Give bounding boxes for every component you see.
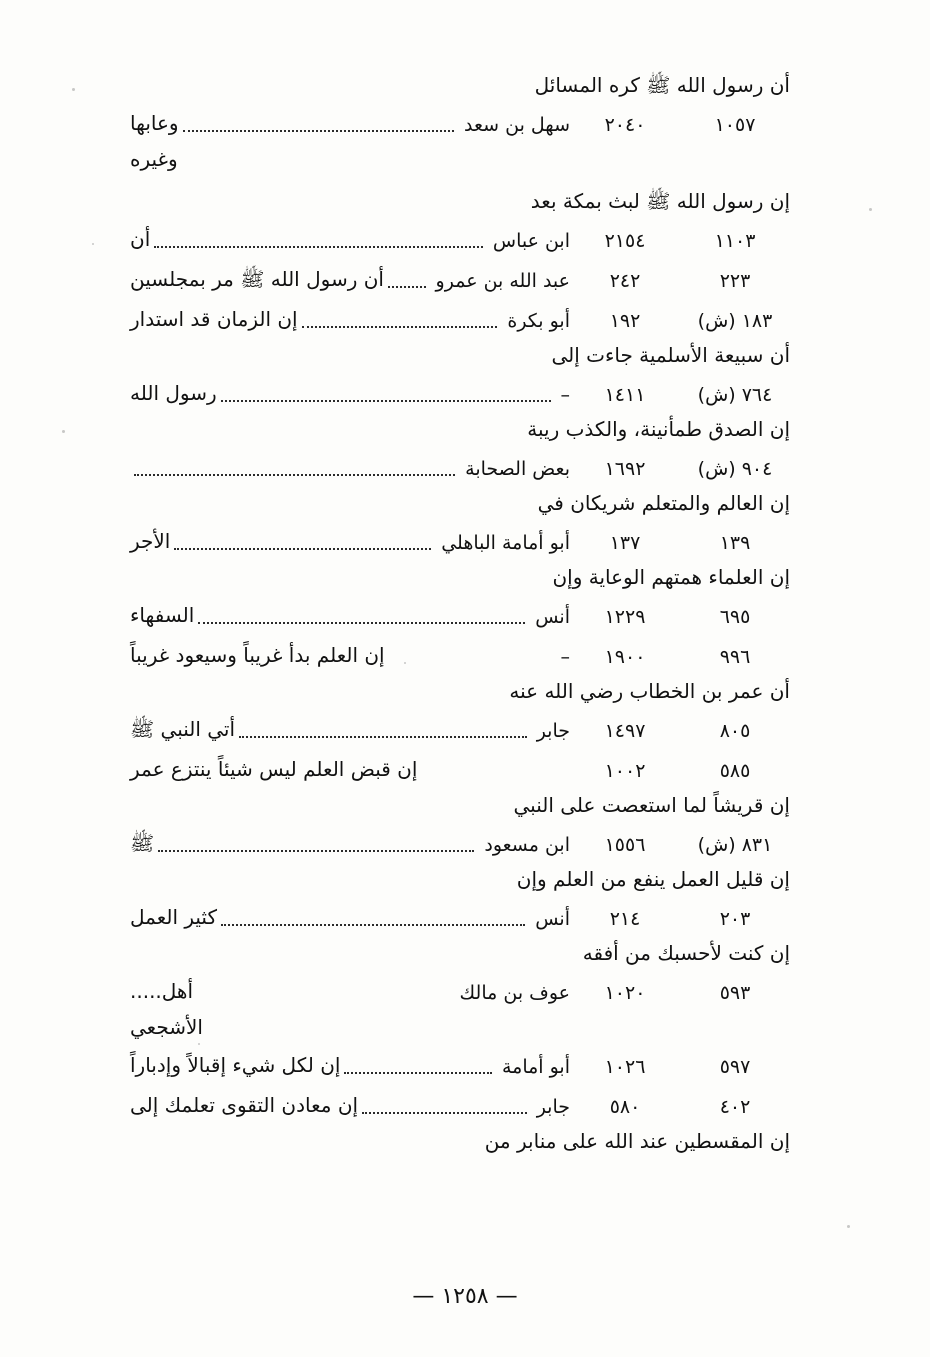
index-entry [130,488,790,560]
dot-leader [388,285,426,288]
hadith-number: ١٤٩٧ [604,720,646,742]
index-entry [130,70,790,176]
narrator-name: سهل بن سعد [464,114,570,136]
page-number: ٨٠٥ [719,720,751,742]
spacer [680,170,790,176]
entry-line [130,220,790,258]
hadith-text: إن العلماء همتهم الوعاية وإن [552,565,790,589]
index-entries-list [130,70,790,1162]
page-number: ٩٠٤ (ش) [697,458,773,480]
entry-line [130,340,790,374]
page-number: ١٠٥٧ [714,114,756,136]
entry-line [130,414,790,448]
hadith-number: ٢١٥٤ [604,230,646,252]
hadith-number: ٥٨٠ [609,1096,641,1118]
narrator-name: عوف بن مالك [459,982,570,1004]
dot-leader [154,245,483,248]
entry-line [130,186,790,220]
page-footer: — ١٢٥٨ — [412,1284,518,1309]
page-number: ٢٠٣ [719,908,751,930]
entry-line [130,1046,790,1084]
hadith-text: إن قبض العلم ليس شيئاً ينتزع عمر [130,757,418,781]
dot-leader [344,1071,492,1074]
dot-leader [134,473,455,476]
page-number: ١٨٣ (ش) [697,310,773,332]
entry-line [130,710,790,748]
index-entry [130,300,790,338]
page-number: ١١٠٣ [714,230,756,252]
hadith-number: ١٩٠٠ [604,646,646,668]
hadith-number: ١٩٢ [609,310,641,332]
entry-line [130,104,790,142]
entry-line [130,374,790,412]
entry-line [130,676,790,710]
narrator-name: أنس [535,606,570,628]
page-number: ٧٦٤ (ش) [697,384,773,406]
dot-leader [174,547,431,550]
page-number: ٤٠٢ [719,1096,751,1118]
print-speck [869,208,872,211]
print-speck [62,430,65,433]
index-entry [130,414,790,486]
entry-line [130,938,790,972]
entry-line [130,750,790,788]
hadith-number: ٢٤٢ [609,270,641,292]
print-speck [847,1225,850,1228]
hadith-text-tail: الأشجعي [130,1015,203,1039]
index-entry [130,562,790,634]
hadith-number: ١٠٠٢ [604,760,646,782]
index-entry [130,636,790,674]
index-entry [130,750,790,788]
narrator-name: – [560,384,570,406]
hadith-text: أتي النبي ﷺ [130,717,236,741]
narrator-name: ابن عباس [492,230,570,252]
narrator-name: أبو أمامة الباهلي [441,532,570,554]
hadith-text: أن [130,227,151,251]
print-speck [404,662,406,664]
narrator-name: – [560,646,570,668]
hadith-text: إن الصدق طمأنينة، والكذب ريبة [527,417,790,441]
dot-leader [183,129,454,132]
index-entry [130,864,790,936]
hadith-text: إن رسول الله ﷺ لبث بمكة بعد [530,189,790,213]
hadith-text: إن قريشاً لما استعصت على النبي [513,793,790,817]
entry-line [130,522,790,560]
spacer [680,1038,790,1044]
dot-leader [198,621,525,624]
entry-line [130,488,790,522]
hadith-text: إن لكل شيء إقبالاً وإدباراً [130,1053,341,1077]
index-entry [130,186,790,258]
hadith-text: إن قليل العمل ينفع من العلم وإن [516,867,790,891]
dot-leader [158,849,474,852]
entry-line [130,1086,790,1124]
dot-leader [221,923,525,926]
entry-line [130,70,790,104]
hadith-text: الأجر [130,529,171,553]
entry-line [130,824,790,862]
hadith-number: ١٠٢٦ [604,1056,646,1078]
page-number: ١٣٩ [719,532,751,554]
hadith-number: ٢١٤ [609,908,641,930]
entry-line [130,972,790,1010]
entry-line [130,596,790,634]
hadith-number: ٢٠٤٠ [604,114,646,136]
hadith-number: ١٥٥٦ [604,834,646,856]
hadith-text: إن المقسطين عند الله على منابر من [484,1129,790,1153]
spacer [207,1033,566,1034]
narrator-name: أبو أمامة [501,1056,570,1078]
hadith-number: ١٢٢٩ [604,606,646,628]
entry-line [130,1126,790,1160]
index-entry [130,938,790,1044]
narrator-name: جابر [536,720,570,742]
print-speck [92,243,94,245]
entry-line [130,448,790,486]
hadith-text: رسول الله [130,381,217,405]
hadith-text-tail: وغيره [130,147,178,171]
page-number: ٩٩٦ [719,646,751,668]
hadith-text: وعابها [130,111,179,135]
spacer [197,999,450,1000]
entry-line-tail [130,142,790,176]
spacer [421,777,566,778]
hadith-text: أهل..... [130,979,194,1003]
print-speck [198,1043,200,1045]
index-entry [130,1086,790,1124]
narrator-name: عبد الله بن عمرو [435,270,570,292]
hadith-text: كثير العمل [130,905,217,929]
index-entry [130,1126,790,1160]
spacer [570,170,680,176]
hadith-number: ١٤١١ [604,384,646,406]
hadith-number: ١٣٧ [609,532,641,554]
hadith-text: أن رسول الله ﷺ مر بمجلسين [130,267,384,291]
page-number: ٥٩٧ [719,1056,751,1078]
page-number: ٢٢٣ [719,270,751,292]
entry-line [130,636,790,674]
hadith-text: أن رسول الله ﷺ كره المسائل [534,73,790,97]
narrator-name: ابن مسعود [484,834,570,856]
entry-line [130,898,790,936]
page-number: ٨٣١ (ش) [697,834,773,856]
spacer [130,178,790,186]
narrator-name: أنس [535,908,570,930]
entry-line [130,864,790,898]
hadith-text: أن سبيعة الأسلمية جاءت إلى [551,343,790,367]
page-number: ٦٩٥ [719,606,751,628]
entry-line [130,562,790,596]
hadith-text: إن الزمان قد استدار [130,307,298,331]
hadith-number: ١٠٢٠ [604,982,646,1004]
hadith-number: ١٦٩٢ [604,458,646,480]
hadith-text: إن العالم والمتعلم شريكان في [537,491,790,515]
index-entry [130,260,790,298]
hadith-text: أن عمر بن الخطاب رضي الله عنه [509,679,790,703]
narrator-name: أبو بكرة [507,310,570,332]
hadith-text: السفهاء [130,603,195,627]
dot-leader [302,325,498,328]
index-entry [130,340,790,412]
entry-line [130,790,790,824]
entry-line [130,260,790,298]
spacer [389,663,551,664]
spacer [570,1038,680,1044]
index-entry [130,676,790,748]
entry-line [130,300,790,338]
spacer [182,165,566,166]
index-entry [130,790,790,862]
hadith-text: ﷺ [130,831,155,855]
entry-line-tail [130,1010,790,1044]
narrator-name: جابر [536,1096,570,1118]
index-entry [130,1046,790,1084]
narrator-name: بعض الصحابة [465,458,570,480]
hadith-text: إن معادن التقوى تعلمك إلى [130,1093,359,1117]
hadith-text: إن كنت لأحسبك من أفقه [582,941,790,965]
dot-leader [362,1111,527,1114]
page-number: ٥٨٥ [719,760,751,782]
hadith-text: إن العلم بدأ غريباً وسيعود غريباً [130,643,385,667]
print-speck [72,88,75,91]
page-number: ٥٩٣ [719,982,751,1004]
dot-leader [239,735,527,738]
dot-leader [221,399,551,402]
